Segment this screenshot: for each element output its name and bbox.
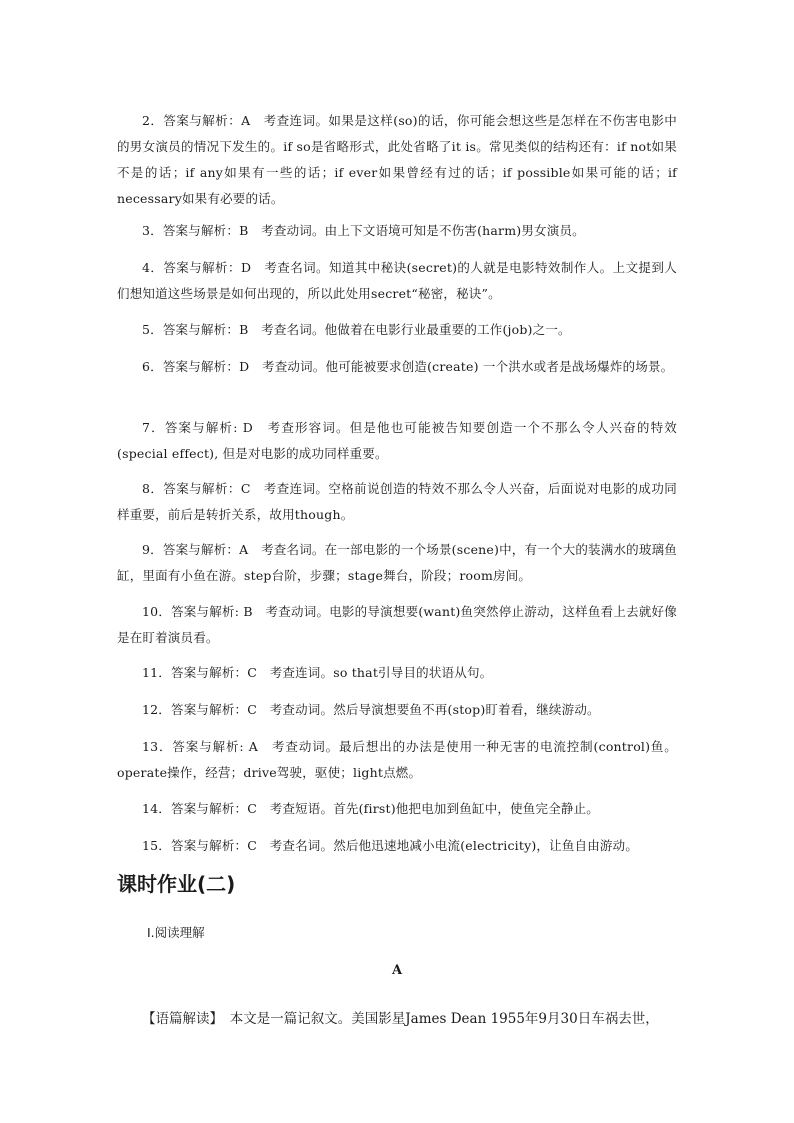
answer-label: 答案与解析 — [162, 222, 227, 238]
answer-item — [117, 599, 677, 651]
answer-item — [117, 796, 677, 822]
answer-body: A 考查连词。如果是这样(so)的话，你可能会想这些是怎样在不伤害电影中的男女演员的情况下发生的。if so是省略形式，此处省略了it is。常见类似的结构还有：if not如果不是的话；if any如果有一些的话；if ever如果曾经有过的话；if possible如果可能的话；if necessary如果有必要的话。 — [117, 112, 677, 206]
reading-intro — [117, 1006, 697, 1032]
answer-separator: ： — [234, 664, 248, 680]
answer-number: 10． — [142, 603, 172, 619]
answer-number: 6． — [142, 358, 163, 374]
answer-label: 答案与解析 — [171, 603, 235, 619]
answer-separator: : — [233, 419, 243, 435]
answer-label: 答案与解析 — [164, 419, 234, 435]
answer-separator: ： — [226, 222, 240, 238]
answer-separator: ： — [226, 358, 240, 374]
answer-item — [117, 354, 677, 380]
answer-number: 15． — [142, 837, 172, 853]
answer-item — [117, 537, 677, 589]
answer-number: 8． — [142, 480, 164, 496]
answer-label: 答案与解析 — [163, 480, 228, 496]
answer-separator: ： — [226, 321, 240, 337]
answer-label: 答案与解析 — [171, 837, 235, 853]
answer-body: D 考查动词。他可能被要求创造(create) 一个洪水或者是战场爆炸的场景。 — [239, 358, 674, 374]
answer-number: 13． — [142, 738, 173, 754]
answer-body: B 考查名词。他做着在电影行业最重要的工作(job)之一。 — [239, 321, 571, 337]
answer-body: B 考查动词。由上下文语境可知是不伤害(harm)男女演员。 — [239, 222, 585, 238]
answer-body: D 考查名词。知道其中秘诀(secret)的人就是电影特效制作人。上文提到人们想知道这些场景是如何出现的，所以此处用secret“秘密，秘诀”。 — [117, 259, 677, 301]
answer-separator: ： — [234, 800, 248, 816]
answer-separator: : — [234, 603, 244, 619]
answer-item — [117, 218, 677, 244]
answer-item — [117, 734, 677, 786]
answer-label: 答案与解析 — [171, 664, 235, 680]
answer-number: 14． — [142, 800, 172, 816]
answer-number: 7． — [142, 419, 165, 435]
answer-body: B 考查动词。电影的导演想要(want)鱼突然停止游动，这样鱼看上去就好像是在盯着演员看。 — [117, 603, 677, 645]
answer-separator: : — [239, 738, 249, 754]
answer-separator: ： — [234, 701, 248, 717]
answer-label: 答案与解析 — [171, 701, 235, 717]
answer-body: A 考查名词。在一部电影的一个场景(scene)中，有一个大的装满水的玻璃鱼缸，里面有小鱼在游。step台阶，步骤；stage舞台，阶段；room房间。 — [117, 541, 677, 583]
reading-tag: 【语篇解读】 — [142, 1010, 217, 1027]
answer-item — [117, 317, 677, 343]
answer-number: 11． — [142, 664, 172, 680]
answer-number: 3． — [142, 222, 163, 238]
answer-separator: ： — [227, 480, 241, 496]
answer-label: 答案与解析 — [171, 800, 235, 816]
answer-separator: ： — [228, 259, 241, 275]
answer-item — [117, 476, 677, 528]
answer-body: C 考查连词。空格前说创造的特效不那么令人兴奋，后面说对电影的成功同样重要，前后是转折关系，故用though。 — [117, 480, 677, 522]
answer-number: 5． — [142, 321, 163, 337]
answer-label: 答案与解析 — [162, 321, 227, 337]
answer-separator: ： — [234, 837, 248, 853]
answer-separator: ： — [226, 541, 240, 557]
answer-body: C 考查短语。首先(first)他把电加到鱼缸中，使鱼完全静止。 — [247, 800, 599, 816]
answer-number: 9． — [142, 541, 163, 557]
answer-item — [117, 833, 677, 859]
answer-label: 答案与解析 — [162, 541, 227, 557]
answer-number: 4． — [142, 259, 164, 275]
answer-label: 答案与解析 — [163, 112, 229, 128]
answer-item — [117, 108, 677, 212]
answer-body: C 考查名词。然后他迅速地减小电流(electricity)，让鱼自由游动。 — [247, 837, 639, 853]
answer-number: 2． — [142, 112, 164, 128]
reading-text: 本文是一篇记叙文。美国影星James Dean 1955年9月30日车祸去世， — [216, 1010, 659, 1027]
lesson-title: 课时作业(二) — [117, 872, 236, 896]
answer-label: 答案与解析 — [162, 358, 227, 374]
answer-body: D 考查形容词。但是他也可能被告知要创造一个不那么令人兴奋的特效(special effect), 但是对电影的成功同样重要。 — [117, 419, 677, 461]
answer-item — [117, 255, 677, 307]
answer-item — [117, 697, 677, 723]
answer-item — [117, 660, 677, 686]
answer-number: 12． — [142, 701, 172, 717]
answer-separator: ： — [228, 112, 242, 128]
answer-item — [117, 415, 677, 467]
answer-label: 答案与解析 — [163, 259, 228, 275]
answer-label: 答案与解析 — [172, 738, 240, 754]
section-heading: Ⅰ.阅读理解 — [147, 925, 205, 940]
answer-body: C 考查连词。so that引导目的状语从句。 — [247, 664, 493, 680]
answer-body: A 考查动词。最后想出的办法是使用一种无害的电流控制(control)鱼。operate操作，经营；drive驾驶，驱使；light点燃。 — [117, 738, 678, 780]
part-label: A — [391, 963, 403, 978]
answer-body: C 考查动词。然后导演想要鱼不再(stop)盯着看，继续游动。 — [247, 701, 600, 717]
